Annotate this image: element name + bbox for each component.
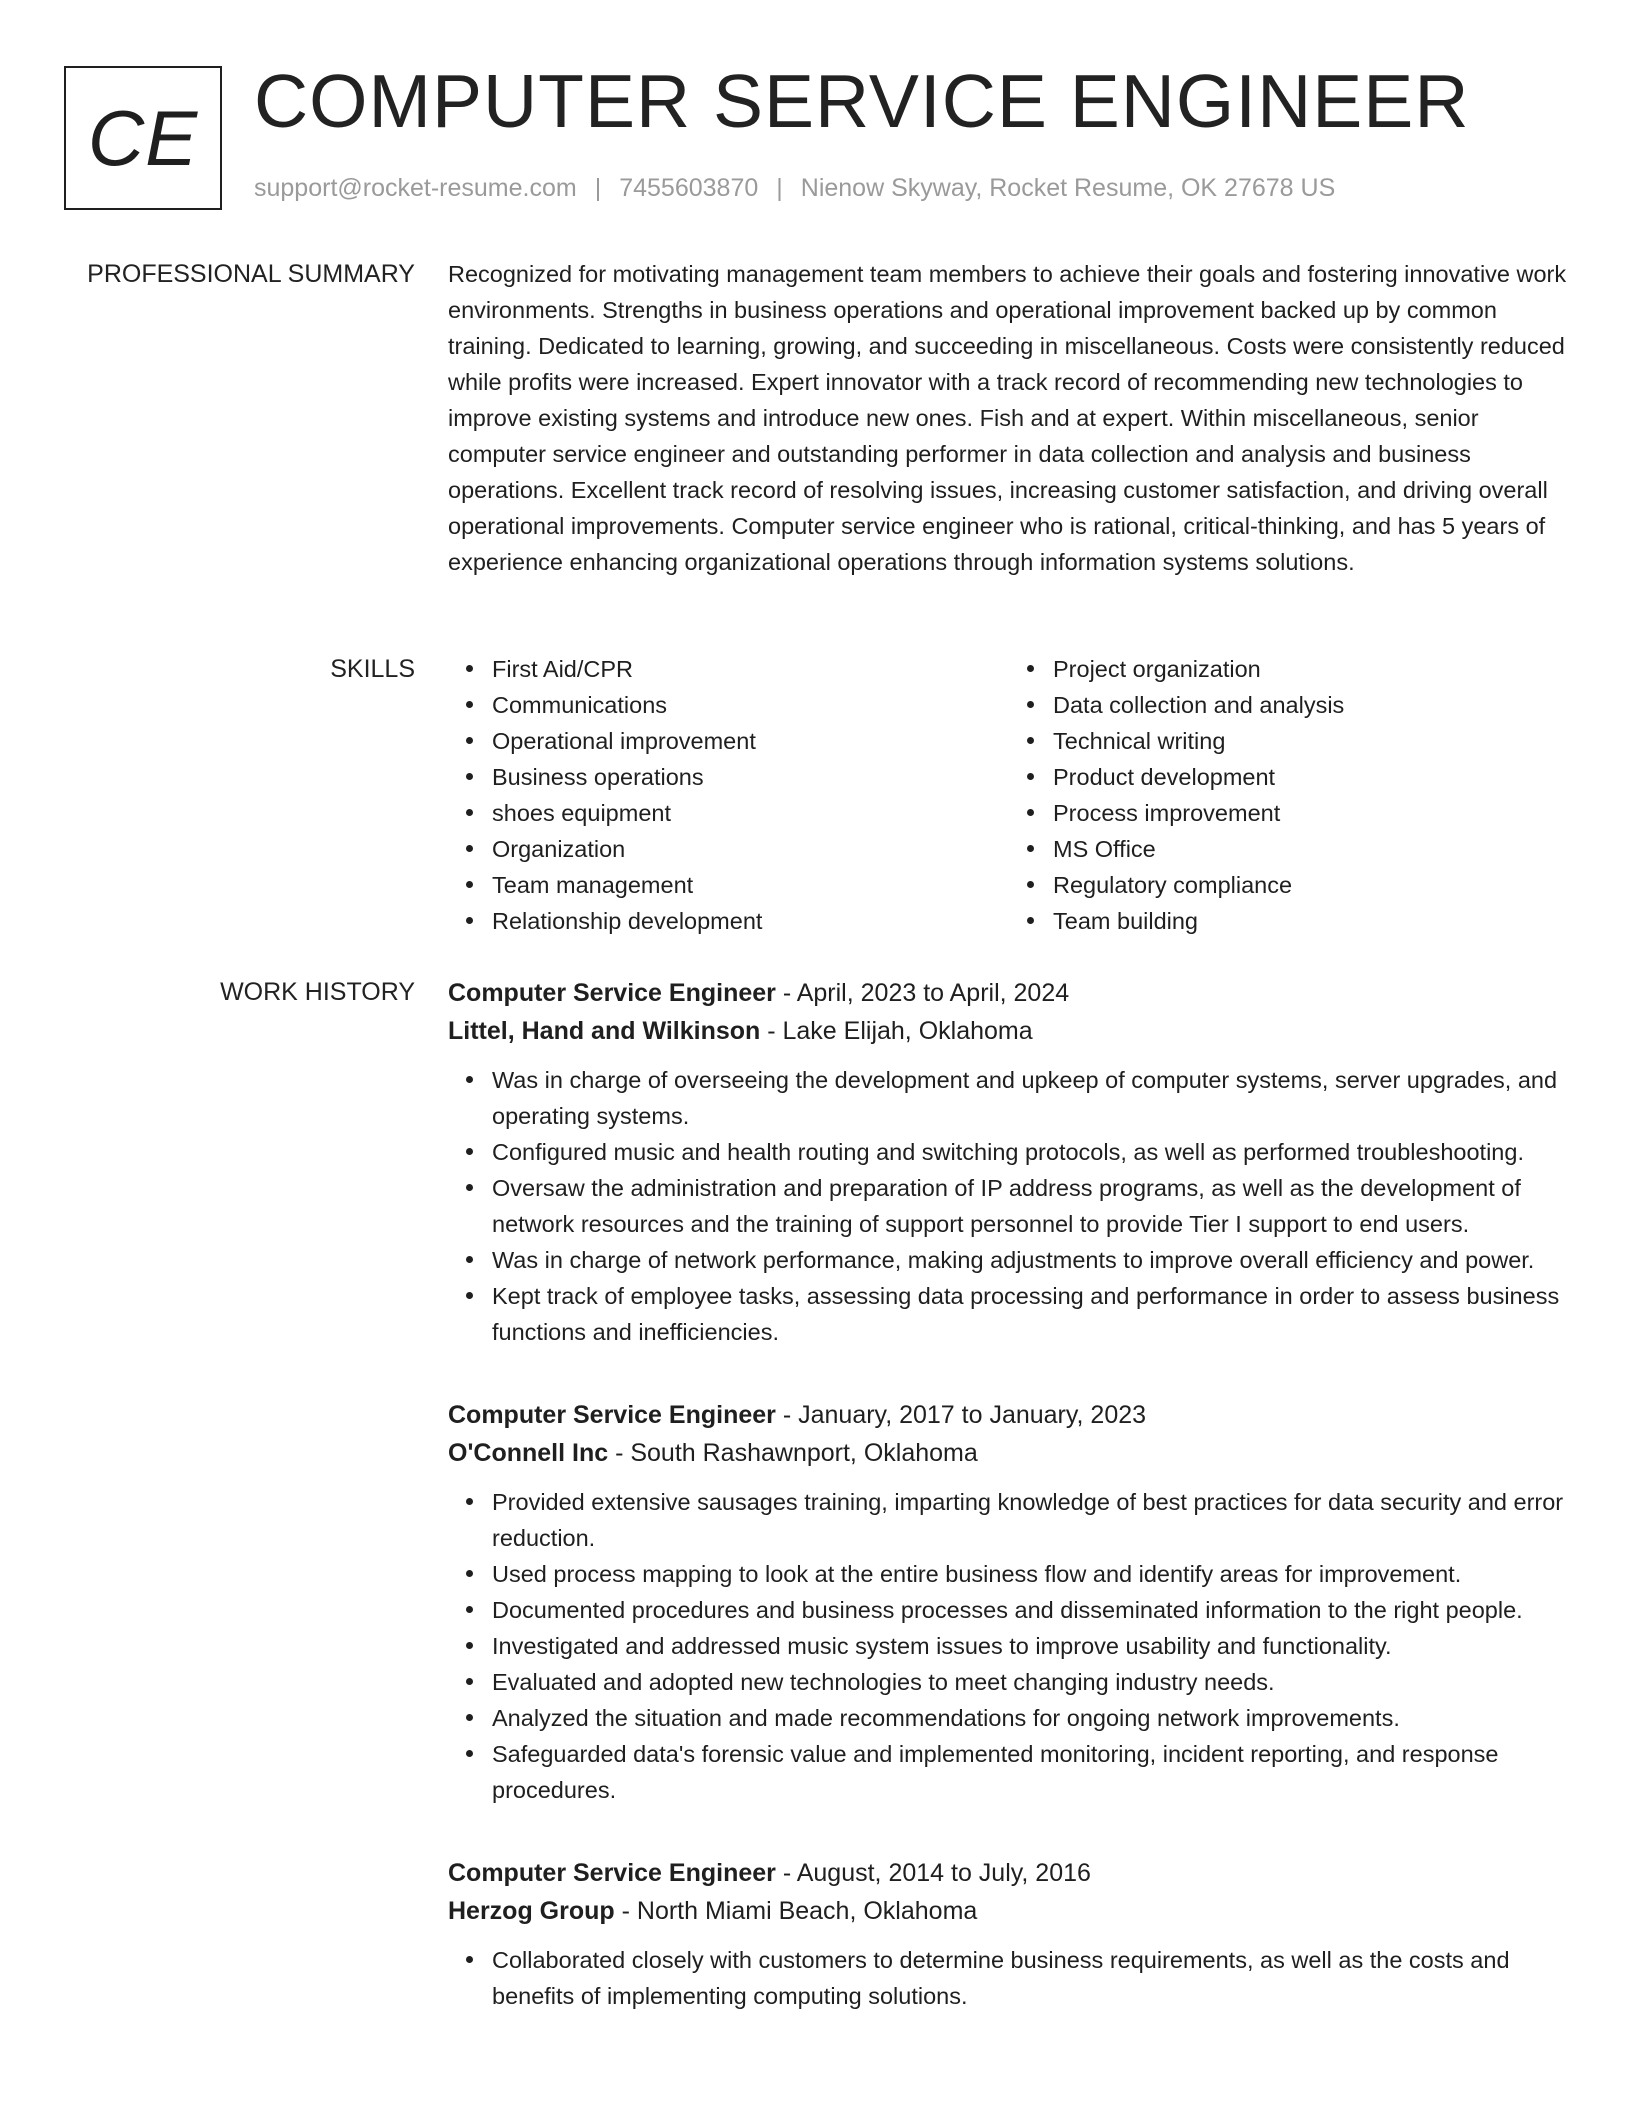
- summary-text: Recognized for motivating management team members to achieve their goals and fostering innovative work environments. Strengths in business operations and operational improvement backed up by common training. Dedicated to learning, growing, and succeeding in miscellaneous. Costs were consistently reduced while profits were increased. Expert innovator with a track record of recommending new technologies to improve existing systems and introduce new ones. Fish and at expert. Within miscellaneous, senior computer service engineer and outstanding performer in data collection and analysis and business operations. Excellent track record of resolving issues, increasing customer satisfaction, and driving overall operational improvements. Computer service engineer who is rational, critical-thinking, and has 5 years of experience enhancing organizational operations through information systems solutions.: [448, 261, 1567, 575]
- job-entry: [448, 1854, 1570, 2014]
- job-role-line: [448, 1854, 1570, 1892]
- job-duty: Collaborated closely with customers to determine business requirements, as well as the costs and benefits of implementing computing solutions.: [492, 1942, 1570, 2014]
- job-duties: [448, 1942, 1570, 2014]
- skill-item: Project organization: [1053, 651, 1570, 687]
- job-role-line: [448, 1396, 1570, 1434]
- skill-item: Process improvement: [1053, 795, 1570, 831]
- job-duty: Evaluated and adopted new technologies to meet changing industry needs.: [492, 1664, 1570, 1700]
- monogram-logo: CE: [64, 66, 222, 210]
- job-dates: - April, 2023 to April, 2024: [775, 979, 1070, 1007]
- contact-phone: 7455603870: [619, 174, 759, 202]
- job-entry: [448, 974, 1570, 1350]
- job-role: Computer Service Engineer: [448, 1859, 776, 1887]
- job-company-line: [448, 1434, 1570, 1472]
- skill-item: Communications: [492, 687, 1009, 723]
- skill-item: Team building: [1053, 903, 1570, 939]
- job-duty: Oversaw the administration and preparation of IP address programs, as well as the development of network resources and the training of support personnel to provide Tier I support to end users.: [492, 1170, 1570, 1242]
- skill-item: MS Office: [1053, 831, 1570, 867]
- job-duty: Configured music and health routing and switching protocols, as well as performed troubleshooting.: [492, 1134, 1570, 1170]
- skill-item: Technical writing: [1053, 723, 1570, 759]
- summary-heading: PROFESSIONAL SUMMARY: [87, 260, 415, 288]
- skill-item: First Aid/CPR: [492, 651, 1009, 687]
- job-location: - North Miami Beach, Oklahoma: [614, 1897, 978, 1925]
- skill-item: shoes equipment: [492, 795, 1009, 831]
- job-company: O'Connell Inc: [448, 1439, 609, 1467]
- contact-separator: |: [776, 174, 783, 202]
- job-role-line: [448, 974, 1570, 1012]
- contact-email: support@rocket-resume.com: [254, 174, 577, 202]
- job-duty: Analyzed the situation and made recommendations for ongoing network improvements.: [492, 1700, 1570, 1736]
- job-duties: [448, 1484, 1570, 1808]
- skills-list-left: [448, 651, 1009, 939]
- skill-item: Data collection and analysis: [1053, 687, 1570, 723]
- job-company: Littel, Hand and Wilkinson: [448, 1017, 761, 1045]
- resume-title: COMPUTER SERVICE ENGINEER: [254, 59, 1470, 143]
- job-dates: - January, 2017 to January, 2023: [775, 1401, 1147, 1429]
- job-location: - South Rashawnport, Oklahoma: [608, 1439, 978, 1467]
- skill-item: Team management: [492, 867, 1009, 903]
- work-history-body: [448, 974, 1570, 2060]
- job-location: - Lake Elijah, Oklahoma: [760, 1017, 1033, 1045]
- job-duty: Investigated and addressed music system issues to improve usability and functionality.: [492, 1628, 1570, 1664]
- skills-list-right: [1009, 651, 1570, 939]
- contact-line: [254, 174, 1335, 203]
- job-duty: Was in charge of network performance, making adjustments to improve overall efficiency and power.: [492, 1242, 1570, 1278]
- skill-item: Product development: [1053, 759, 1570, 795]
- skill-item: Operational improvement: [492, 723, 1009, 759]
- job-company-line: [448, 1012, 1570, 1050]
- job-duty: Kept track of employee tasks, assessing data processing and performance in order to assess business functions and inefficiencies.: [492, 1278, 1570, 1350]
- skill-item: Relationship development: [492, 903, 1009, 939]
- contact-address: Nienow Skyway, Rocket Resume, OK 27678 US: [800, 174, 1336, 202]
- job-duty: Documented procedures and business processes and disseminated information to the right people.: [492, 1592, 1570, 1628]
- job-duty: Used process mapping to look at the entire business flow and identify areas for improvement.: [492, 1556, 1570, 1592]
- job-role: Computer Service Engineer: [448, 979, 776, 1007]
- skill-item: Regulatory compliance: [1053, 867, 1570, 903]
- skill-item: Business operations: [492, 759, 1009, 795]
- job-role: Computer Service Engineer: [448, 1401, 776, 1429]
- job-dates: - August, 2014 to July, 2016: [775, 1859, 1091, 1887]
- job-duties: [448, 1062, 1570, 1350]
- job-duty: Safeguarded data's forensic value and implemented monitoring, incident reporting, and response procedures.: [492, 1736, 1570, 1808]
- job-company-line: [448, 1892, 1570, 1930]
- job-entry: [448, 1396, 1570, 1808]
- skills-heading: SKILLS: [330, 655, 415, 683]
- job-duty: Provided extensive sausages training, imparting knowledge of best practices for data security and error reduction.: [492, 1484, 1570, 1556]
- work-history-heading: WORK HISTORY: [220, 978, 415, 1006]
- job-company: Herzog Group: [448, 1897, 615, 1925]
- contact-separator: |: [594, 174, 602, 202]
- job-duty: Was in charge of overseeing the development and upkeep of computer systems, server upgrades, and operating systems.: [492, 1062, 1570, 1134]
- skill-item: Organization: [492, 831, 1009, 867]
- skills-columns: [448, 651, 1570, 939]
